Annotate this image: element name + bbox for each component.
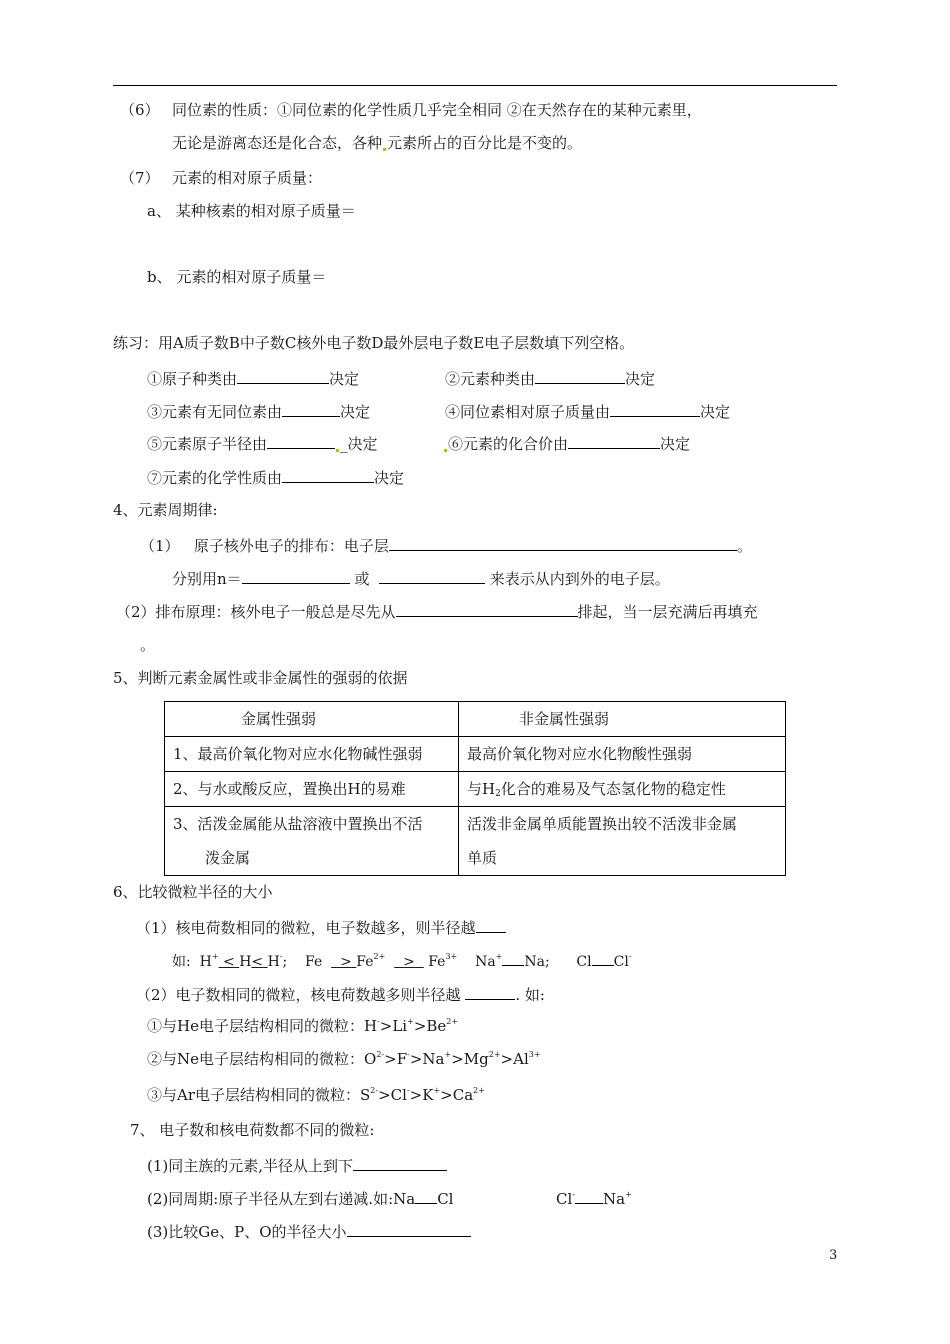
- table-cell: 1、最高价氧化物对应水化物碱性强弱: [165, 737, 459, 772]
- table-row: [165, 737, 786, 772]
- table-row: [165, 772, 786, 807]
- blank[interactable]: [535, 367, 625, 384]
- header-rule: [113, 85, 837, 86]
- exercise-item-3: ③元素有无同位素由 决定: [147, 400, 370, 422]
- blank[interactable]: [575, 1187, 603, 1204]
- blank[interactable]: [476, 916, 506, 933]
- s7-b: b、 元素的相对原子质量＝: [147, 268, 327, 286]
- s6-label: （6）: [120, 101, 160, 119]
- exercise-item-6: ⑥元素的化合价由 决定: [443, 432, 690, 454]
- blank[interactable]: [502, 949, 524, 966]
- table-cell: 与$H_2$化合的难易及气态氢化物的稳定性: [459, 772, 786, 807]
- s7-a: a、 某种核素的相对原子质量＝: [147, 202, 356, 220]
- sec4-p2: （2）排布原理：核外电子一般总是尽先从 排起，当一层充满后再填充: [116, 600, 758, 622]
- s6-text-line1: 同位素的性质：①同位素的化学性质几乎完全相同 ②在天然存在的某种元素里，: [172, 101, 702, 119]
- sec6-ar: ③与Ar电子层结构相同的微粒：$S^{2-}>Cl^->K^+>Ca^{2+}$: [147, 1086, 485, 1104]
- blank[interactable]: [353, 1154, 447, 1171]
- sec6-example: 如: H+ < H< H-; Fe > $Fe^{2+}$ > $Fe^{3+}$ Na+ Na; Cl Cl-: [172, 949, 632, 972]
- blank[interactable]: [347, 1220, 471, 1237]
- sec7-p1: (1)同主族的元素,半径从上到下: [147, 1154, 447, 1176]
- sec6-title: 6、比较微粒半径的大小: [113, 883, 273, 901]
- sec7-p2: (2)同周期:原子半径从左到右递减.如:Na Cl: [147, 1187, 453, 1209]
- exercise-item-1: ①原子种类由 决定: [147, 367, 359, 389]
- sec6-ne: ②与Ne电子层结构相同的微粒：$O^{2-}>F^->Na^+>Mg^{2+}>Al^{3+}$: [147, 1050, 541, 1068]
- s6-text-line2: 无论是游离态还是化合态，各种 元素所占的百分比是不变的。: [172, 134, 583, 152]
- sec6-p2: （2）电子数相同的微粒，核电荷数越多则半径越 . 如:: [136, 983, 545, 1005]
- table-cell: 最高价氧化物对应水化物酸性强弱: [459, 737, 786, 772]
- sec6-he: ①与He电子层结构相同的微粒：$H^->Li^+>Be^{2+}$: [147, 1017, 459, 1035]
- blank[interactable]: [282, 400, 340, 417]
- blank[interactable]: [568, 432, 660, 449]
- table-row: [165, 702, 786, 737]
- sec7-title: 7、 电子数和核电荷数都不同的微粒:: [130, 1121, 375, 1139]
- exercise-item-2: ②元素种类由 决定: [445, 367, 655, 389]
- blank[interactable]: [465, 983, 515, 1000]
- blank[interactable]: [242, 567, 350, 584]
- blank[interactable]: [396, 600, 578, 617]
- sec6-p1: （1）核电荷数相同的微粒，电子数越多，则半径越: [136, 916, 506, 938]
- blank[interactable]: [282, 466, 374, 483]
- table-header-metal: 金属性强弱: [165, 702, 459, 737]
- blank[interactable]: [267, 432, 335, 449]
- exercise-item-7: ⑦元素的化学性质由 决定: [147, 466, 404, 488]
- sec4-title: 4、元素周期律:: [113, 501, 218, 519]
- sec7-p3: (3)比较Ge、P、O的半径大小: [147, 1220, 471, 1242]
- s7-text: 元素的相对原子质量：: [172, 169, 323, 187]
- exercise-item-4: ④同位素相对原子质量由 决定: [445, 400, 730, 422]
- blank[interactable]: [237, 367, 329, 384]
- blank[interactable]: [389, 534, 737, 551]
- sec4-p2-end: 。: [140, 636, 156, 654]
- sec4-p1: （1） 原子核外电子的排布：电子层 。: [140, 534, 752, 556]
- blank[interactable]: [610, 400, 700, 417]
- sec5-title: 5、判断元素金属性或非金属性的强弱的依据: [113, 669, 408, 687]
- exercise-intro: 练习：用A质子数B中子数C核外电子数D最外层电子数E电子层数填下列空格。: [113, 334, 635, 352]
- blank[interactable]: [415, 1187, 437, 1204]
- blank[interactable]: [379, 567, 485, 584]
- blank[interactable]: [592, 949, 614, 966]
- table-cell: 活泼非金属单质能置换出较不活泼非金属 单质: [459, 807, 786, 876]
- table-row: [165, 807, 786, 876]
- table-cell: 2、与水或酸反应，置换出H的易难: [165, 772, 459, 807]
- sec4-p1b: 分别用n＝ 或 来表示从内到外的电子层。: [172, 567, 670, 589]
- comparison-table: [164, 701, 786, 876]
- page-number: 3: [829, 1248, 838, 1263]
- sec7-p2-ions: Cl- Na+: [556, 1187, 632, 1209]
- table-header-nonmetal: 非金属性强弱: [459, 702, 786, 737]
- exercise-item-5: ⑤元素原子半径由 _决定: [147, 432, 378, 454]
- table-cell: 3、活泼金属能从盐溶液中置换出不活 泼金属: [165, 807, 459, 876]
- s7-label: （7）: [120, 169, 160, 187]
